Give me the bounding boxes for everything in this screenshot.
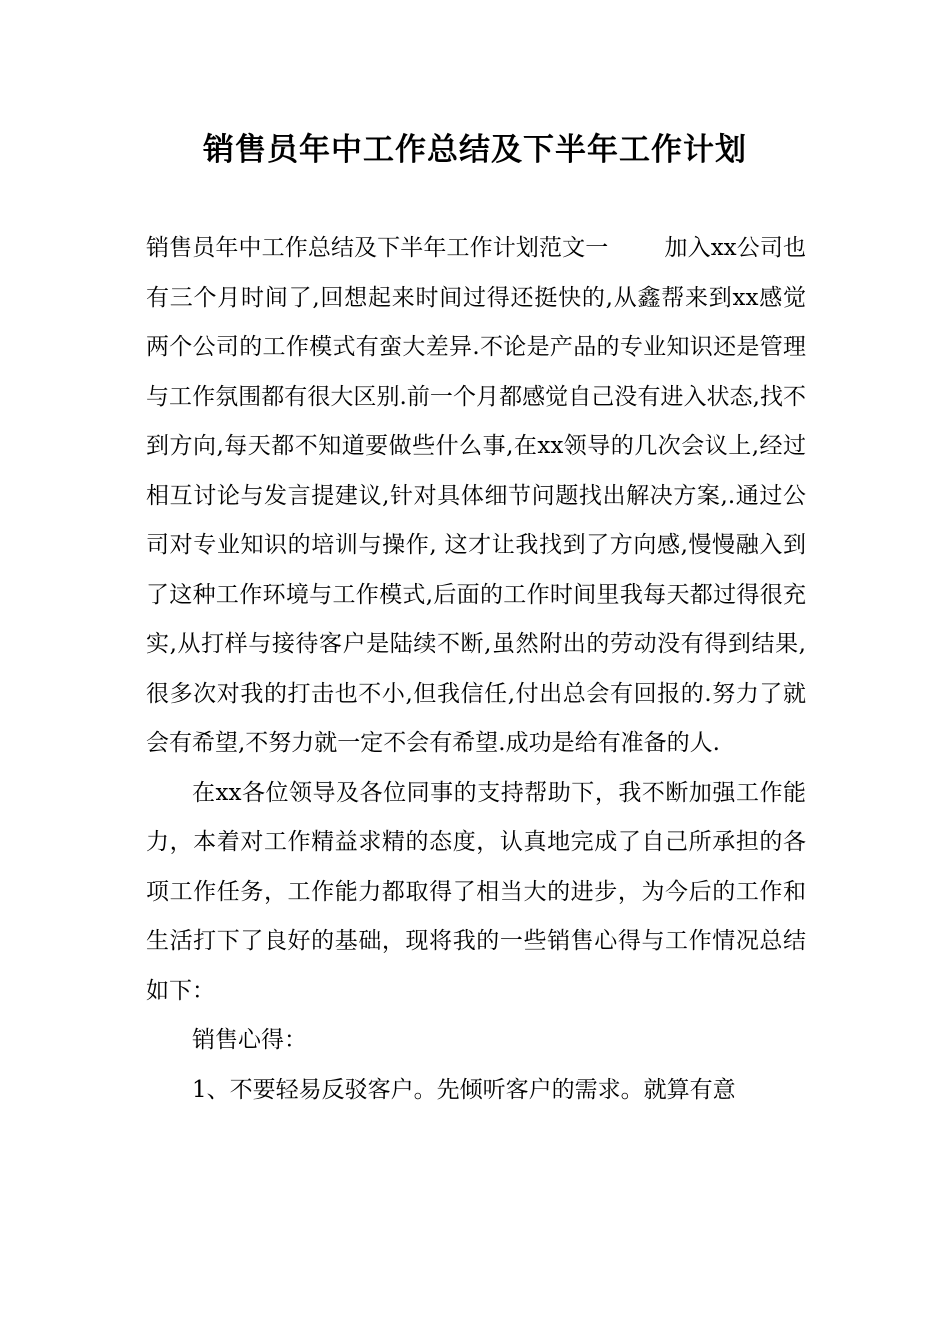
paragraph: 1、不要轻易反驳客户。先倾听客户的需求。就算有意 <box>192 1076 736 1103</box>
document-title: 销售员年中工作总结及下半年工作计划 <box>203 132 747 168</box>
document-body <box>146 224 806 1115</box>
intro-heading: 销售员年中工作总结及下半年工作计划范文一 <box>146 235 609 261</box>
paragraph-intro <box>146 224 806 769</box>
section-heading: 销售心得： <box>192 1027 307 1053</box>
paragraph: 在xx各位领导及各位同事的支持帮助下，我不断加强工作能力，本着对工作精益求精的态度，认真地完成了自己所承担的各项工作任务，工作能力都取得了相当大的进步，为今后的工作和生活打下了良好的基础，现将我的一些销售心得与工作情况总结如下： <box>146 779 806 1004</box>
paragraph-text: 加入xx公司也有三个月时间了,回想起来时间过得还挺快的,从鑫帮来到xx感觉两个公司的工作模式有蛮大差异.不论是产品的专业知识还是管理与工作氛围都有很大区别.前一个月都感觉自己没有进入状态,找不到方向,每天都不知道要做些什么事,在xx领导的几次会议上,经过相互讨论与发言提建议,针对具体细节问题找出解决方案,.通过公司对专业知识的培训与操作, 这才让我找到了方向感,慢慢融入到了这种工作环境与工作模式,后面的工作时间里我每天都过得很充实,从打样与接待客户是陆续不断,虽然附出的劳动没有得到结果,很多次对我的打击也不小,但我信任,付出总会有回报的.努力了就会有希望,不努力就一定不会有希望.成功是给有准备的人. <box>146 235 806 756</box>
